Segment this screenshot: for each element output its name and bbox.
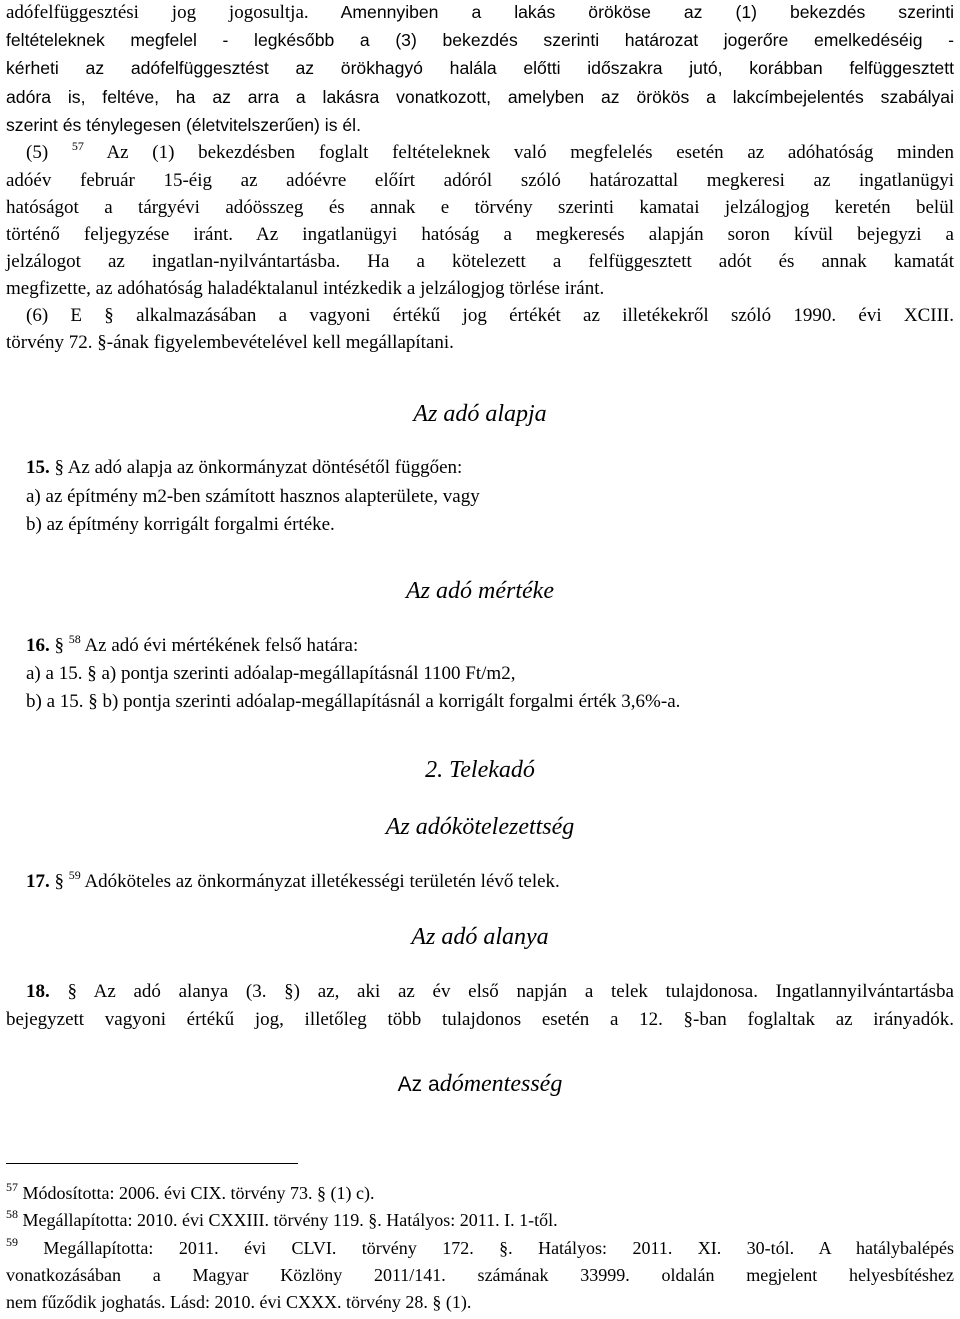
heading-adomentesseg: Az adómentesség [397,1071,563,1097]
intro-line-4: adóra is, feltéve, ha az arra a lakásra vonatkozott, amelyben az örökös a lakcímbejelentés szabályai [6,87,954,107]
footnote-59-line-1: $^{59}$ Megállapította: 2011. évi CLVI. törvény 172. §. Hatályos: 2011. XI. 30-tól. A hatálybalépés [6,1235,954,1258]
para5-line-2: adóév február 15-éig az adóévre előírt adóról szóló határozattal megkeresi az ingatlanügyi [6,170,954,191]
heading-telekado: 2. Telekadó [425,757,535,783]
para6-line-2: törvény 72. §-ának figyelembevételével kell megállapítani. [6,332,454,353]
footnote-ref-59: 59 [68,868,81,882]
footnote-58: $^{58}$ Megállapította: 2010. évi CXXIII. törvény 119. §. Hatályos: 2011. I. 1-től. [6,1207,558,1230]
footnote-ref-57: 57 [71,139,84,153]
section-18-line-1: 18. § Az adó alanya (3. §) az, aki az év első napján a telek tulajdonosa. Ingatlannyilvántartásba [26,981,954,1002]
intro-line-1: adófelfüggesztési jog jogosultja. Amennyiben a lakás örököse az (1) bekezdés szerinti [6,2,955,23]
footnote-59-line-2: vonatkozásában a Magyar Közlöny 2011/141. számának 33999. oldalán megjelent helyesbítéshez [6,1265,954,1285]
para6-line-1: (6) E § alkalmazásában a vagyoni értékű jog értékét az illetékekről szóló 1990. évi XCIII. [26,305,954,326]
intro-line-2: feltételeknek megfelel - legkésőbb a (3) bekezdés szerinti határozat jogerőre emelkedéséig - [6,30,954,50]
footnote-57: $^{57}$ Módosította: 2006. évi CIX. törvény 73. § (1) c). [6,1180,375,1203]
section-16-line: 16. § $^{58}$ Az adó évi mértékének felső határa: [26,632,359,656]
heading-ado-merteke: Az adó mértéke [406,578,554,604]
intro-line-5: szerint és ténylegesen (életvitelszerűen) is él. [6,115,361,135]
section-15-line: 15. § Az adó alapja az önkormányzat döntésétől függően: [26,457,463,478]
section-16-a: a) a 15. § a) pontja szerinti adóalap-megállapításnál 1100 Ft/m2, [26,663,516,684]
para5-line-4: történő feljegyzése iránt. Az ingatlanügyi hatóság a megkeresés alapján soron kívül bejegyzi a [6,224,954,245]
section-17-line: 17. § $^{59}$ Adóköteles az önkormányzat illetékességi területén lévő telek. [26,868,560,892]
para5-line-6: megfizette, az adóhatóság haladéktalanul intézkedik a jelzálogjog törlése iránt. [6,278,605,299]
footnote-59-line-3: nem fűződik joghatás. Lásd: 2010. évi CXXX. törvény 28. § (1). [6,1292,472,1312]
para5-line-3: hatóságot a tárgyévi adóösszeg és annak e törvény szerinti kamatai jelzálogjog keretén belül [6,197,954,218]
heading-ado-alanya: Az adó alanya [411,924,549,950]
para5-line-5: jelzálogot az ingatlan-nyilvántartásba. Ha a kötelezett a felfüggesztett adót és annak kamatát [6,251,954,272]
footnote-separator [6,1163,298,1164]
section-16-b: b) a 15. § b) pontja szerinti adóalap-megállapításnál a korrigált forgalmi érték 3,6%-a. [26,691,681,712]
section-15-b: b) az építmény korrigált forgalmi értéke. [26,514,335,535]
heading-adokotelezettseg: Az adókötelezettség [385,814,575,840]
section-18-line-2: bejegyzett vagyoni értékű jog, illetőleg több tulajdonos esetén a 12. §-ban foglaltak az irányadók. [6,1009,954,1030]
footnote-ref-58: 58 [68,632,81,646]
heading-ado-alapja: Az adó alapja [413,401,547,427]
para5-line-1: (5) $^{57}$ Az (1) bekezdésben foglalt feltételeknek való megfelelés esetén az adóhatóság minden [26,139,955,163]
intro-line-3: kérheti az adófelfüggesztést az örökhagyó halála előtti időszakra jutó, korábban felfüggesztett [6,58,954,78]
section-15-a: a) az építmény m2-ben számított hasznos alapterülete, vagy [26,486,480,507]
